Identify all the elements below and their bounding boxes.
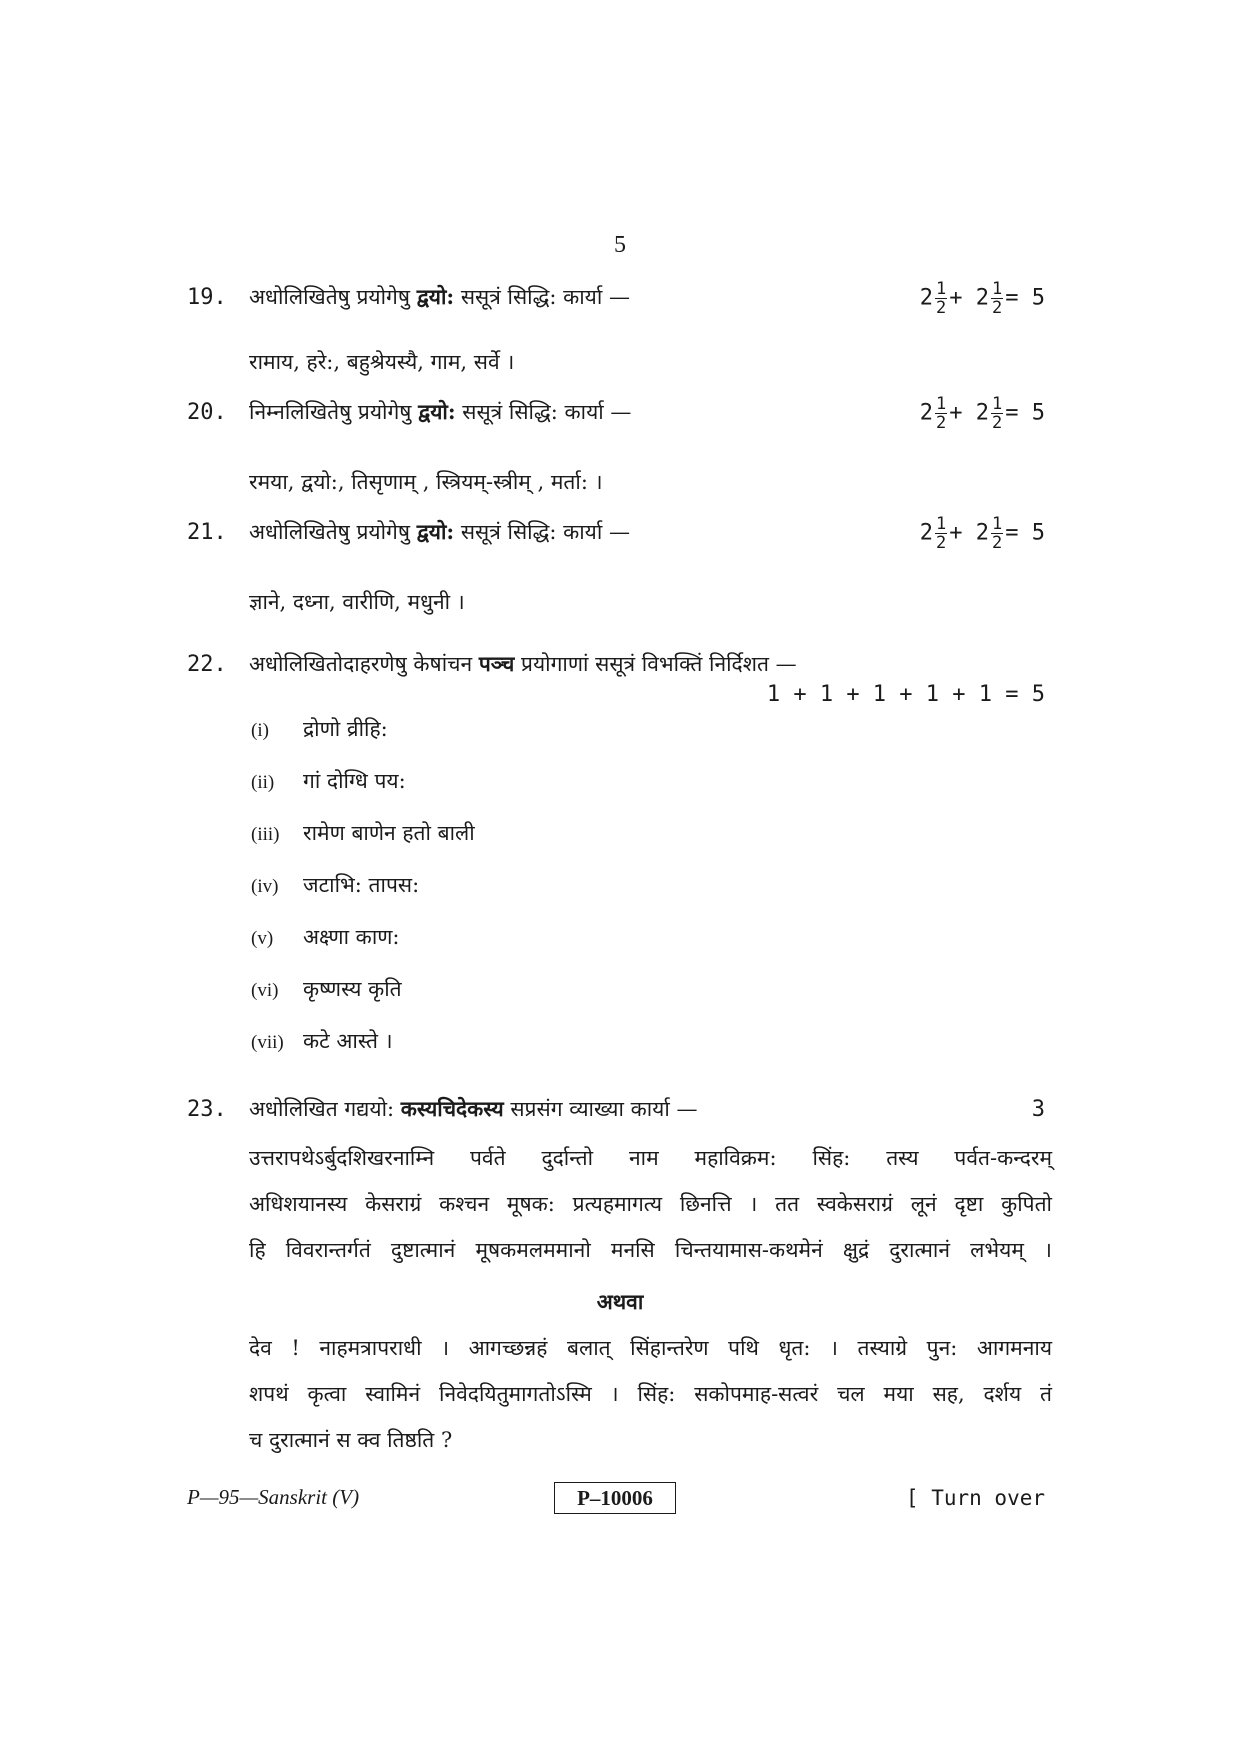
q22-option-label-6: (vi) (251, 980, 279, 1001)
question-20-answer: रमया, द्वयो:, तिसृणाम् , स्त्रियम्-स्त्रीम् , मर्ता: । (249, 470, 603, 494)
q22-option-label-4: (iv) (251, 876, 279, 897)
passage-2-line-1: देव ! नाहमत्रापराधी । आगच्छन्नहं बलात् सिंहान्तरेण पथि धृत: । तस्याग्रे पुन: आगमनाय (249, 1336, 1052, 1360)
q22-option-label-3: (iii) (251, 824, 280, 845)
question-number-20: 20. (187, 400, 227, 425)
q20-marks-whole2: 2 (975, 400, 989, 426)
q21-frac-1-den: 2 (936, 533, 947, 553)
question-19-marks (920, 280, 1045, 317)
q21-marks-whole2: 2 (975, 520, 989, 546)
q20-frac-2 (991, 395, 1003, 432)
q22-prefix: अधोलिखितोदाहरणेषु केषांचन (249, 652, 473, 676)
q22-option-label-5: (v) (251, 928, 274, 949)
q20-bold: द्वयो: (418, 399, 456, 424)
passage-1-line-2: अधिशयानस्य केसराग्रं कश्चन मूषक: प्रत्यहमागत्य छिनत्ति । तत स्वकेसराग्रं लूनं दृष्टा कुपितो (249, 1192, 1052, 1216)
question-19-text (249, 283, 630, 311)
q19-bold: द्वयो: (416, 284, 455, 309)
passage-1 (249, 1135, 1052, 1273)
q19-frac-1 (935, 280, 947, 317)
q20-frac-2-den: 2 (992, 413, 1003, 433)
q22-option-text-1: द्रोणो व्रीहि: (303, 717, 388, 741)
passage-2-line-2: शपथं कृत्वा स्वामिनं निवेदयितुमागतोऽस्मि । सिंह: सकोपमाह-सत्वरं चल मया सह, दर्शय तं (249, 1382, 1052, 1406)
q20-frac-1-num: 1 (936, 394, 947, 414)
passage-2-line-3: च दुरात्मानं स क्व तिष्ठति ? (249, 1428, 453, 1452)
q21-suffix: ससूत्रं सिद्धि: कार्या — (460, 520, 630, 544)
q19-suffix: ससूत्रं सिद्धि: कार्या — (460, 285, 630, 309)
q19-marks-plus: + (949, 285, 963, 311)
q22-option-text-5: अक्ष्णा काण: (303, 925, 400, 949)
question-number-22: 22. (187, 652, 227, 677)
q22-option-label-1: (i) (251, 720, 269, 741)
q20-frac-1-den: 2 (936, 413, 947, 433)
question-21-marks (920, 515, 1045, 552)
question-19-answer: रामाय, हरे:, बहुश्रेयस्यै, गाम, सर्वे । (249, 350, 515, 374)
q19-prefix: अधोलिखितेषु प्रयोगेषु (249, 285, 411, 309)
q23-bold: कस्यचिदेकस्य (400, 1096, 504, 1121)
q19-frac-2-den: 2 (992, 298, 1003, 318)
q20-marks-plus: + (949, 400, 963, 426)
q22-option-text-4: जटाभि: तापस: (303, 873, 420, 897)
q21-frac-2 (991, 515, 1003, 552)
q22-option-text-3: रामेण बाणेन हतो बाली (303, 821, 475, 845)
q20-suffix: ससूत्रं सिद्धि: कार्या — (462, 400, 632, 424)
q21-bold: द्वयो: (416, 519, 455, 544)
passage-1-line-1: उत्तरापथेऽर्बुदशिखरनाम्नि पर्वते दुर्दान्तो नाम महाविक्रम: सिंह: तस्य पर्वत-कन्दरम् (249, 1146, 1052, 1170)
question-23-text (249, 1095, 697, 1123)
q19-frac-1-den: 2 (936, 298, 947, 318)
q19-marks-eq: = 5 (1005, 285, 1045, 311)
question-number-21: 21. (187, 520, 227, 545)
q21-frac-2-num: 1 (992, 514, 1003, 534)
q22-option-text-7: कटे आस्ते । (303, 1029, 393, 1053)
footer-turn-over: [ Turn over (905, 1486, 1045, 1510)
q21-frac-1 (935, 515, 947, 552)
q22-option-label-7: (vii) (251, 1032, 284, 1053)
q22-suffix: प्रयोगाणां ससूत्रं विभक्तिं निर्दिशत — (521, 652, 797, 676)
q22-option-text-6: कृष्णस्य कृति (303, 977, 402, 1001)
q21-marks-plus: + (949, 520, 963, 546)
q21-frac-2-den: 2 (992, 533, 1003, 553)
q19-frac-1-num: 1 (936, 279, 947, 299)
or-heading: अथवा (596, 1289, 644, 1314)
q20-frac-1 (935, 395, 947, 432)
q22-option-text-2: गां दोग्धि पय: (303, 769, 406, 793)
q19-marks-whole2: 2 (975, 285, 989, 311)
q22-option-label-2: (ii) (251, 772, 275, 793)
question-22-marks: 1 + 1 + 1 + 1 + 1 = 5 (766, 682, 1045, 707)
q19-frac-2-num: 1 (992, 279, 1003, 299)
q21-marks-whole: 2 (919, 520, 933, 546)
q19-marks-whole: 2 (919, 285, 933, 311)
question-number-19: 19. (187, 285, 227, 310)
q23-prefix: अधोलिखित गद्ययो: (249, 1097, 395, 1121)
footer-paper-code: P—95—Sanskrit (V) (187, 1485, 360, 1509)
passage-1-line-3: हि विवरान्तर्गतं दुष्टात्मानं मूषकमलममानो मनसि चिन्तयामास-कथमेनं क्षुद्रं दुरात्मानं लभेयम् । (249, 1238, 1052, 1262)
page-number: 5 (614, 232, 626, 258)
question-21-text (249, 518, 630, 546)
q19-frac-2 (991, 280, 1003, 317)
question-23-marks: 3 (1031, 1097, 1045, 1122)
q23-suffix: सप्रसंग व्याख्या कार्या — (510, 1097, 698, 1121)
footer-booklet-code: P–10006 (554, 1482, 676, 1514)
passage-2 (249, 1325, 1052, 1463)
q20-prefix: निम्नलिखितेषु प्रयोगेषु (249, 400, 412, 424)
q21-prefix: अधोलिखितेषु प्रयोगेषु (249, 520, 411, 544)
q22-bold: पञ्च (478, 651, 515, 676)
question-22-text (249, 650, 797, 678)
q20-frac-2-num: 1 (992, 394, 1003, 414)
q20-marks-eq: = 5 (1005, 400, 1045, 426)
question-number-23: 23. (187, 1097, 227, 1122)
question-20-marks (920, 395, 1045, 432)
q21-marks-eq: = 5 (1005, 520, 1045, 546)
q21-frac-1-num: 1 (936, 514, 947, 534)
q20-marks-whole: 2 (919, 400, 933, 426)
question-20-text (249, 398, 631, 426)
question-21-answer: ज्ञाने, दध्ना, वारीणि, मधुनी । (249, 590, 465, 614)
